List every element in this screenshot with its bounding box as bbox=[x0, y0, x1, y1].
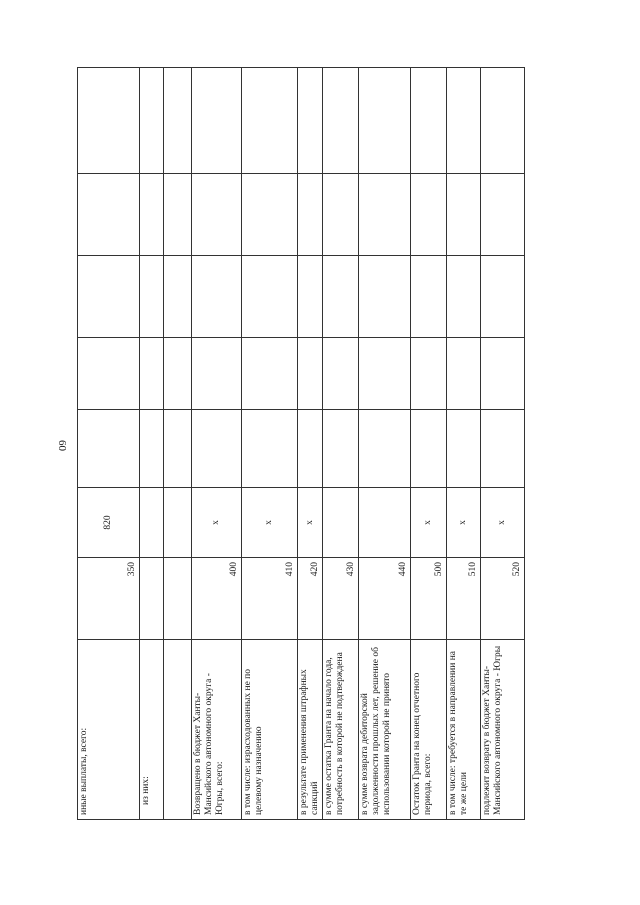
row-label: Возвращено в бюджет Ханты-Мансийского автономного округа - Югры, всего: bbox=[192, 640, 242, 820]
empty-cell bbox=[323, 68, 359, 174]
empty-cell bbox=[298, 68, 323, 174]
empty-cell bbox=[411, 410, 447, 488]
empty-cell bbox=[140, 256, 164, 338]
empty-cell bbox=[411, 256, 447, 338]
empty-cell bbox=[192, 256, 242, 338]
row-label: из них: bbox=[140, 640, 164, 820]
empty-cell bbox=[298, 256, 323, 338]
empty-cell bbox=[481, 338, 525, 410]
row-label: Остаток Гранта на конец отчетного периода, всего: bbox=[411, 640, 447, 820]
empty-cell bbox=[164, 338, 192, 410]
row-code: 410 bbox=[242, 558, 298, 640]
empty-cell bbox=[298, 338, 323, 410]
empty-cell bbox=[411, 174, 447, 256]
row-code: 400 bbox=[192, 558, 242, 640]
empty-cell bbox=[192, 410, 242, 488]
row-code bbox=[140, 558, 164, 640]
empty-cell bbox=[447, 256, 481, 338]
row-label: в сумме возврата дебиторской задолженности прошлых лет, решение об использовании которой не принято bbox=[359, 640, 411, 820]
empty-cell bbox=[298, 174, 323, 256]
table-row bbox=[323, 68, 359, 820]
empty-cell bbox=[192, 174, 242, 256]
empty-cell bbox=[164, 410, 192, 488]
empty-cell bbox=[192, 68, 242, 174]
empty-cell bbox=[323, 410, 359, 488]
empty-cell bbox=[78, 174, 140, 256]
empty-cell bbox=[140, 174, 164, 256]
empty-cell bbox=[323, 174, 359, 256]
row-code: 500 bbox=[411, 558, 447, 640]
row-col2-value: x bbox=[192, 488, 242, 558]
empty-cell bbox=[140, 338, 164, 410]
row-code: 430 bbox=[323, 558, 359, 640]
row-label bbox=[164, 640, 192, 820]
empty-cell bbox=[481, 174, 525, 256]
empty-cell bbox=[78, 338, 140, 410]
empty-cell bbox=[242, 174, 298, 256]
empty-cell bbox=[140, 410, 164, 488]
row-col2-value: 820 bbox=[78, 488, 140, 558]
row-label: в том числе: израсходованных не по целевому назначению bbox=[242, 640, 298, 820]
row-label: в сумме остатка Гранта на начало года, потребность в которой не подтверждена bbox=[323, 640, 359, 820]
table-row bbox=[192, 68, 242, 820]
row-code bbox=[164, 558, 192, 640]
empty-cell bbox=[359, 256, 411, 338]
empty-cell bbox=[140, 68, 164, 174]
row-col2-value: x bbox=[481, 488, 525, 558]
empty-cell bbox=[447, 410, 481, 488]
empty-cell bbox=[323, 256, 359, 338]
row-col2-value: x bbox=[242, 488, 298, 558]
row-code: 350 bbox=[78, 558, 140, 640]
report-table bbox=[77, 67, 525, 820]
row-code: 420 bbox=[298, 558, 323, 640]
row-col2-value bbox=[164, 488, 192, 558]
empty-cell bbox=[78, 68, 140, 174]
empty-cell bbox=[447, 174, 481, 256]
report-table-rotated bbox=[77, 68, 522, 820]
table-row bbox=[447, 68, 481, 820]
empty-cell bbox=[411, 68, 447, 174]
page-number: 60 bbox=[56, 440, 68, 451]
empty-cell bbox=[481, 410, 525, 488]
empty-cell bbox=[242, 338, 298, 410]
empty-cell bbox=[298, 410, 323, 488]
table-row bbox=[140, 68, 164, 820]
empty-cell bbox=[359, 174, 411, 256]
empty-cell bbox=[78, 256, 140, 338]
empty-cell bbox=[359, 410, 411, 488]
table-row bbox=[359, 68, 411, 820]
row-col2-value bbox=[140, 488, 164, 558]
row-label: подлежит возврату в бюджет Ханты-Мансийского автономного округа - Югры bbox=[481, 640, 525, 820]
table-row bbox=[242, 68, 298, 820]
row-label: в том числе: требуется в направлении на те же цели bbox=[447, 640, 481, 820]
table-row bbox=[298, 68, 323, 820]
empty-cell bbox=[164, 68, 192, 174]
empty-cell bbox=[242, 256, 298, 338]
empty-cell bbox=[359, 338, 411, 410]
table-row bbox=[411, 68, 447, 820]
table-row bbox=[481, 68, 525, 820]
table-row bbox=[78, 68, 140, 820]
row-label: в результате применения штрафных санкций bbox=[298, 640, 323, 820]
row-code: 520 bbox=[481, 558, 525, 640]
row-col2-value: x bbox=[411, 488, 447, 558]
row-code: 510 bbox=[447, 558, 481, 640]
empty-cell bbox=[78, 410, 140, 488]
empty-cell bbox=[323, 338, 359, 410]
empty-cell bbox=[164, 256, 192, 338]
empty-cell bbox=[164, 174, 192, 256]
empty-cell bbox=[481, 256, 525, 338]
empty-cell bbox=[192, 338, 242, 410]
row-col2-value: x bbox=[298, 488, 323, 558]
empty-cell bbox=[411, 338, 447, 410]
empty-cell bbox=[481, 68, 525, 174]
empty-cell bbox=[359, 68, 411, 174]
row-col2-value: x bbox=[447, 488, 481, 558]
empty-cell bbox=[242, 410, 298, 488]
empty-cell bbox=[447, 68, 481, 174]
table-row bbox=[164, 68, 192, 820]
row-code: 440 bbox=[359, 558, 411, 640]
row-label: иные выплаты, всего: bbox=[78, 640, 140, 820]
row-col2-value bbox=[359, 488, 411, 558]
row-col2-value bbox=[323, 488, 359, 558]
empty-cell bbox=[447, 338, 481, 410]
empty-cell bbox=[242, 68, 298, 174]
